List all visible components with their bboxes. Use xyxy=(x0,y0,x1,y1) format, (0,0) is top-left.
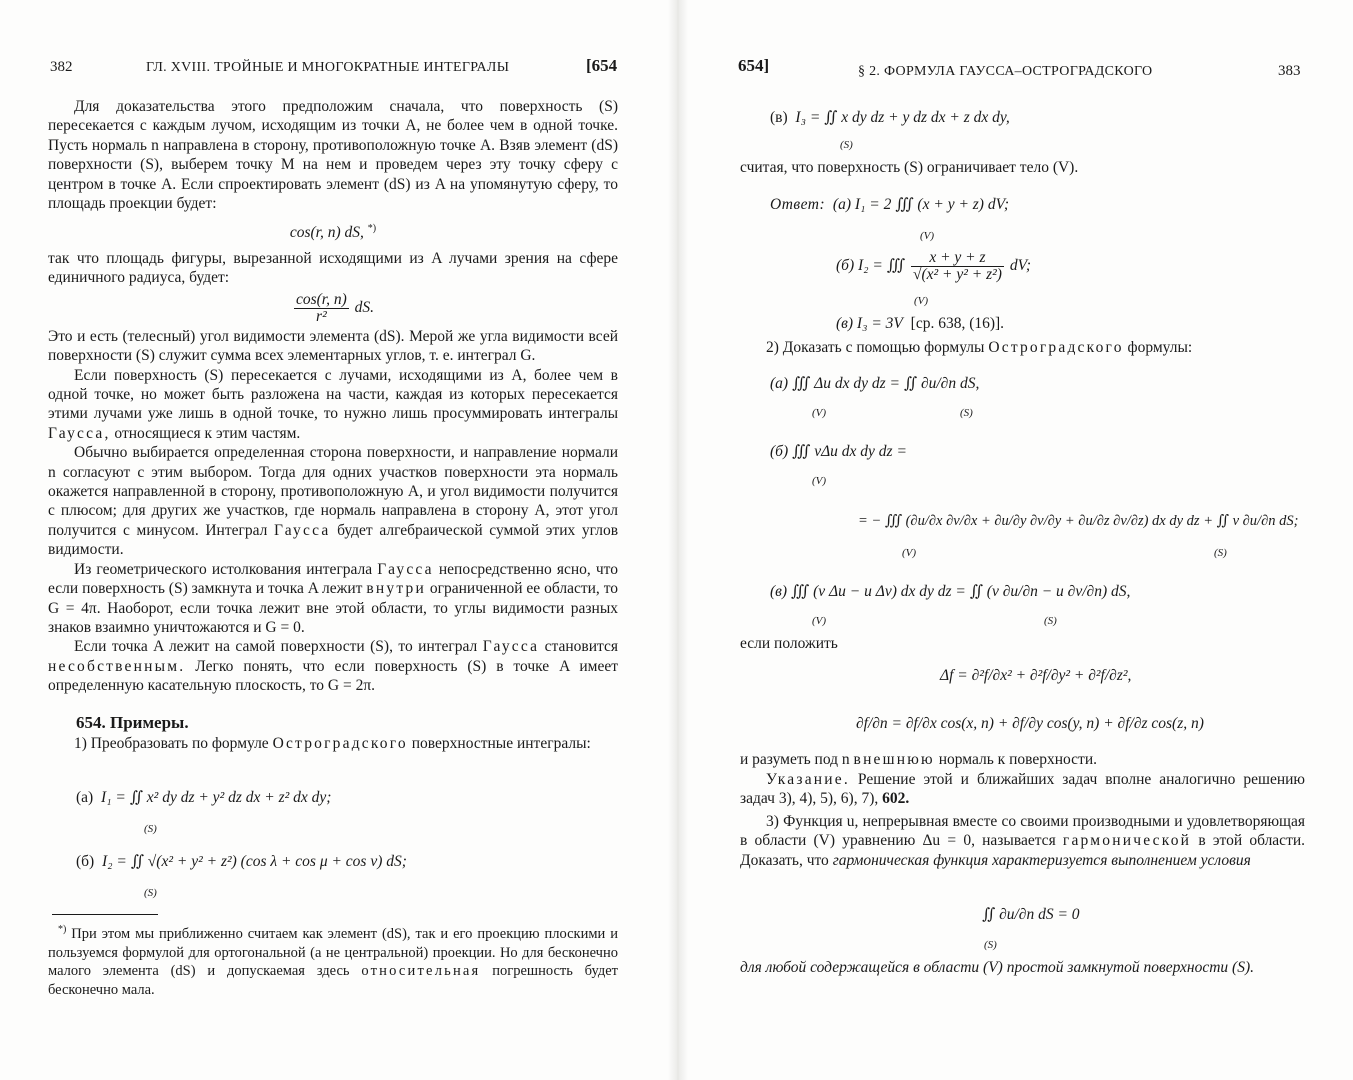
equation: $\frac{\cos(r, n)}{\text{r²}}$ dS. xyxy=(295,290,375,325)
integral-domain: (S) xyxy=(984,939,997,951)
paragraph: Это и есть (телесный) угол видимости элемента (dS). Мерой же угла видимости всей поверхности (S) служит сумма всех элементарных углов, т. е. интеграл G. xyxy=(48,327,618,365)
integral-domain: (V) xyxy=(920,230,935,242)
integral-domain: (S) xyxy=(144,887,157,899)
answer-b: (б) I₂ = ∭ $\frac{x + y + z}{\text{√(x² + y² + z²)}}$ dV; xyxy=(836,249,1032,283)
formula-c: (в) ∭ (v Δu − u Δv) dx dy dz = ∬ (v ∂u/∂n − u ∂v/∂n) dS, xyxy=(770,583,1131,600)
equation: cos(r, n) dS, *) xyxy=(289,223,377,242)
formula-b1: (б) ∭ vΔu dx dy dz = xyxy=(770,443,907,460)
section-ref: 654] xyxy=(738,56,770,75)
formula-b2: = − ∭ (∂u/∂x ∂v/∂x + ∂u/∂y ∂v/∂y + ∂u/∂z ∂v/∂z) dx dy dz + ∬ v ∂u/∂n dS; xyxy=(858,513,1299,529)
paragraph: для любой содержащейся в области (V) простой замкнутой поверхности (S). xyxy=(740,959,1254,976)
integral-domain: (S) xyxy=(1214,547,1227,559)
paragraph: считая, что поверхность (S) ограничивает тело (V). xyxy=(740,159,1079,176)
task-1: 1) Преобразовать по формуле Остроградского поверхностные интегралы: xyxy=(74,735,591,752)
section-title: 654. Примеры. xyxy=(76,713,189,732)
equation-b: (б) I₂ = ∬ √(x² + y² + z²) (cos λ + cos μ + cos ν) dS; xyxy=(76,853,407,870)
footnote-rule xyxy=(52,914,158,915)
integral-domain: (V) xyxy=(812,407,827,419)
paragraph: Обычно выбирается определенная сторона поверхности, и направление нормали n согласуют с этим выбором. Тогда для одних участков поверхности эта нормаль окажется направленной в сторону, противоположную A, и угол видимости получится с плюсом; для других же участков, где нормаль направлена в сторону A, этот угол получится с минусом. Интеграл Гаусса будет алгебраической суммой этих углов видимости. xyxy=(48,444,619,559)
left-page xyxy=(0,0,668,1080)
normal-derivative-equation: ∂f/∂n = ∂f/∂x cos(x, n) + ∂f/∂y cos(y, n) + ∂f/∂z cos(z, n) xyxy=(856,715,1204,732)
integral-domain: (S) xyxy=(960,407,973,419)
footnote: *) При этом мы приближенно считаем как элемент (dS), так и его проекцию плоскими и пользуемся формулой для ортогональной (а не центральной) проекции. Но для бесконечно малого элемента (dS) и допускаемая здесь относительная погрешность будет бесконечно мала. xyxy=(48,924,618,999)
paragraph: Из геометрического истолкования интеграла Гаусса непосредственно ясно, что если поверхность (S) замкнута и точка A лежит внутри ограниченной ее области, то G = 4π. Наоборот, если точка лежит вне этой области, то углы видимости разных знаков взаимно уничтожаются и G = 0. xyxy=(48,560,619,636)
paragraph: Для доказательства этого предположим сначала, что поверхность (S) пересекается с каждым лучом, исходящим из точки A, не более чем в одной точке. Пусть нормаль n направлена в сторону, противоположную точке A. Взяв элемент (dS) поверхности (S), выберем точку M на нем и проведем через эту точку сферу с центром в точке A. Если спроектировать элемент (dS) из A на упомянутую сферу, то площадь проекции будет: xyxy=(48,98,618,213)
integral-domain: (V) xyxy=(914,295,929,307)
integral-domain: (S) xyxy=(1044,615,1057,627)
equation-a: (а) I₁ = ∬ x² dy dz + y² dz dx + z² dx dy; xyxy=(76,789,332,806)
book-gutter xyxy=(668,0,688,1080)
answer-c: (в) I₃ = 3V [ср. 638, (16)]. xyxy=(836,315,1005,332)
integral-domain: (S) xyxy=(144,823,157,835)
page-number: 382 xyxy=(50,59,73,75)
paragraph: так что площадь фигуры, вырезанной исходящими из A лучами зрения на сфере единичного радиуса, будет: xyxy=(48,250,618,287)
paragraph: если положить xyxy=(740,635,838,652)
paragraph: и разуметь под n внешнюю нормаль к поверхности. xyxy=(740,751,1097,768)
body-text xyxy=(48,97,618,696)
integral-domain: (V) xyxy=(812,475,827,487)
right-page xyxy=(688,0,1353,1080)
section-ref: [654 xyxy=(586,56,618,75)
final-equation: ∬ ∂u/∂n dS = 0 xyxy=(982,906,1080,923)
task-3: 3) Функция u, непрерывная вместе со своими производными и удовлетворяющая в области (V) уравнению Δu = 0, называется гармонической в этой области. Доказать, что гармоническая функция характеризуется выполнением условия xyxy=(740,813,1306,869)
laplace-equation: Δf = ∂²f/∂x² + ∂²f/∂y² + ∂²f/∂z², xyxy=(940,667,1132,684)
paragraph: Если точка A лежит на самой поверхности (S), то интеграл Гаусса становится несобственным. Легко понять, что если поверхность (S) в точке A имеет определенную касательную плоскость, то G = 2π. xyxy=(48,638,619,695)
task-2: 2) Доказать с помощью формулы Остроградского формулы: xyxy=(766,339,1193,356)
integral-domain: (S) xyxy=(840,139,853,151)
integral-domain: (V) xyxy=(812,615,827,627)
integral-domain: (V) xyxy=(902,547,917,559)
equation-v: (в) I₃ = ∬ x dy dz + y dz dx + z dx dy, xyxy=(770,109,1010,126)
hint: Указание. Решение этой и ближайших задач вполне аналогично решению задач 3), 4), 5), 6), 7), 602. xyxy=(740,771,1305,808)
running-head: § 2. ФОРМУЛА ГАУССА–ОСТРОГРАДСКОГО xyxy=(858,64,1153,79)
answer-a: Ответ: (а) I₁ = 2 ∭ (x + y + z) dV; xyxy=(770,196,1010,213)
paragraph: Если поверхность (S) пересекается с лучами, исходящими из A, более чем в одной точке, но может быть разложена на части, каждая из которых пересекается этими лучами уже лишь в одной точке, то нужно лишь просуммировать интегралы Гаусса, относящиеся к этим частям. xyxy=(48,366,618,442)
page-number: 383 xyxy=(1278,63,1301,79)
running-head: ГЛ. XVIII. ТРОЙНЫЕ И МНОГОКРАТНЫЕ ИНТЕГРАЛЫ xyxy=(146,60,510,75)
formula-a: (а) ∭ Δu dx dy dz = ∬ ∂u/∂n dS, xyxy=(770,375,980,392)
